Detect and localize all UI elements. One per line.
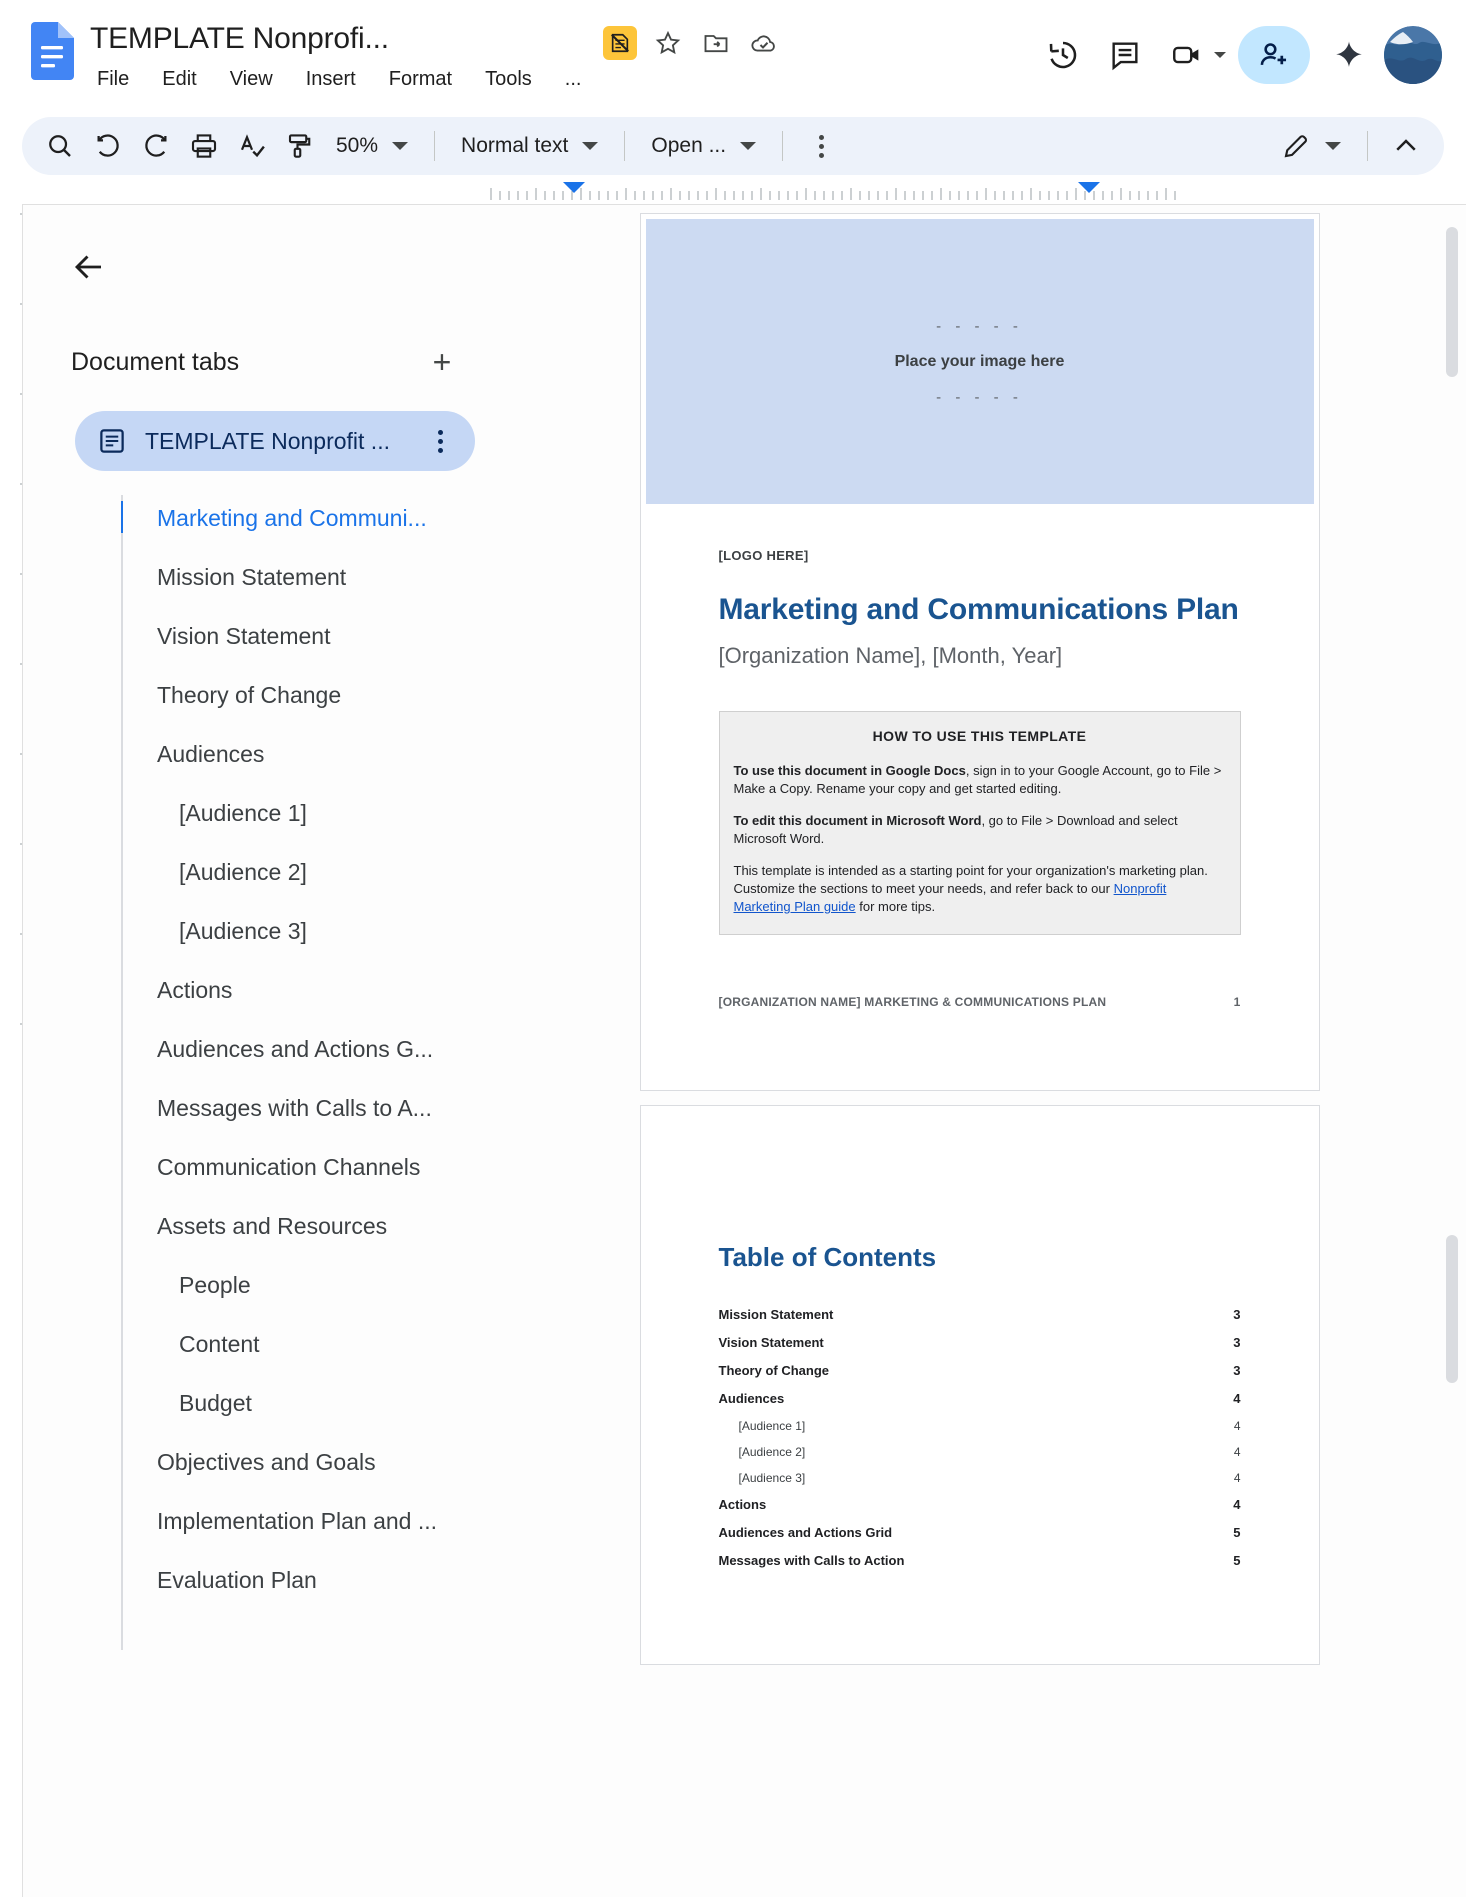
meet-camera-icon[interactable] (1160, 28, 1226, 82)
menu-bar (90, 64, 585, 94)
menu-tools[interactable]: Tools (485, 68, 532, 90)
toc-row[interactable] (719, 1525, 1241, 1540)
move-to-folder-icon[interactable] (699, 26, 733, 60)
add-tab-button[interactable]: + (432, 344, 452, 380)
toc-label: Vision Statement (718, 1335, 824, 1350)
version-history-icon[interactable] (1036, 28, 1090, 82)
image-placeholder[interactable] (646, 219, 1314, 504)
menu-edit[interactable]: Edit (162, 68, 197, 90)
toc-row[interactable] (719, 1445, 1241, 1459)
toc-page: 5 (1233, 1525, 1241, 1540)
chevron-up-icon (1391, 131, 1421, 161)
outline-item-audience-1[interactable]: [Audience 1] (179, 800, 307, 826)
chevron-down-icon (392, 142, 408, 150)
tab-item-template-nonprofit[interactable] (75, 411, 475, 471)
menu-view[interactable]: View (229, 68, 273, 90)
how-to-use-box (719, 711, 1241, 935)
footer-label: [ORGANIZATION NAME] MARKETING & COMMUNICATIONS PLAN (718, 995, 1107, 1009)
editing-mode-dropdown[interactable] (1271, 124, 1351, 168)
how-to-use-paragraph-2 (734, 812, 1226, 848)
tab-outline-list (23, 489, 493, 1610)
document-tab-icon (97, 426, 127, 456)
howto-p2-rest: , go to File > Download and select Microsoft Word. (733, 813, 1178, 846)
editor-body (0, 182, 1466, 1897)
undo-icon[interactable] (86, 124, 130, 168)
outline-item-objectives-and-goals[interactable]: Objectives and Goals (157, 1449, 376, 1475)
document-canvas (493, 205, 1466, 1897)
toc-page: 4 (1233, 1471, 1241, 1485)
title-and-menu (90, 20, 585, 94)
font-family-value: Open ... (651, 134, 727, 157)
toc-row[interactable] (719, 1553, 1241, 1568)
chevron-down-icon (740, 142, 756, 150)
comment-icon[interactable] (1098, 28, 1152, 82)
outline-item-assets-and-resources[interactable]: Assets and Resources (157, 1213, 388, 1239)
pencil-icon (1281, 131, 1311, 161)
document-tabs-header (71, 341, 463, 383)
spellcheck-icon[interactable] (230, 124, 274, 168)
tab-item-label: TEMPLATE Nonprofit ... (145, 427, 390, 454)
outline-item-actions[interactable]: Actions (157, 977, 233, 1003)
outline-item-mission-statement[interactable]: Mission Statement (157, 564, 347, 590)
outline-item-audiences-and-actions-grid[interactable]: Audiences and Actions G... (157, 1036, 434, 1062)
footer-page-number: 1 (1233, 995, 1241, 1009)
paint-format-icon[interactable] (278, 124, 322, 168)
outline-item-audiences[interactable]: Audiences (157, 741, 265, 767)
toc-label: [Audience 1] (738, 1419, 806, 1433)
nonprofit-marketing-plan-guide-link[interactable]: Nonprofit Marketing Plan guide (733, 881, 1167, 914)
gemini-sparkle-icon[interactable] (1322, 28, 1376, 82)
app-header (0, 0, 1466, 110)
outline-item-evaluation-plan[interactable]: Evaluation Plan (157, 1567, 317, 1593)
placeholder-text: Place your image here (894, 352, 1065, 370)
document-tabs-sidebar (23, 205, 493, 1897)
toc-page: 4 (1233, 1497, 1241, 1512)
outline-item-audience-2[interactable]: [Audience 2] (179, 859, 307, 885)
main-toolbar (22, 117, 1444, 175)
horizontal-ruler[interactable] (489, 182, 1179, 204)
menu-format[interactable]: Format (388, 68, 453, 90)
toc-row[interactable] (719, 1419, 1241, 1433)
more-vert-icon (819, 135, 824, 158)
paragraph-style-dropdown[interactable] (451, 124, 608, 168)
canvas-scrollbar[interactable] (1446, 215, 1458, 1897)
how-to-use-paragraph-3 (734, 862, 1226, 916)
toc-row[interactable] (719, 1391, 1241, 1406)
redo-icon[interactable] (134, 124, 178, 168)
outline-item-content[interactable]: Content (179, 1331, 260, 1357)
workspace (22, 204, 1466, 1897)
page-footer (719, 995, 1241, 1009)
meet-dropdown-caret-icon[interactable] (1214, 52, 1226, 58)
outline-item-people[interactable]: People (179, 1272, 251, 1298)
toolbar-divider (782, 131, 783, 161)
star-icon[interactable] (651, 26, 685, 60)
zoom-level-value: 50% (336, 134, 379, 157)
howto-p1-rest: , sign in to your Google Account, go to File > Make a Copy. Rename your copy and get started editing. (733, 763, 1222, 796)
document-page-1 (640, 213, 1320, 1091)
toc-row[interactable] (719, 1471, 1241, 1485)
header-right-actions (1036, 26, 1448, 84)
howto-p3-post: for more tips. (855, 899, 936, 914)
right-indent-marker[interactable] (1078, 182, 1100, 193)
toc-label: Audiences (718, 1391, 785, 1406)
toc-row[interactable] (719, 1497, 1241, 1512)
toc-page: 3 (1233, 1363, 1241, 1378)
page-1-body (641, 504, 1319, 1009)
toc-page: 4 (1233, 1419, 1241, 1433)
document-heading: Marketing and Communications Plan (718, 593, 1239, 626)
outline-item-audience-3[interactable]: [Audience 3] (179, 918, 307, 944)
back-arrow-icon[interactable] (61, 239, 117, 295)
toc-page: 4 (1233, 1445, 1241, 1459)
outline-item-communication-channels[interactable]: Communication Channels (157, 1154, 421, 1180)
outline-item-budget[interactable]: Budget (179, 1390, 252, 1416)
toc-page: 3 (1233, 1307, 1241, 1322)
logo-placeholder-text: [LOGO HERE] (718, 548, 809, 563)
how-to-use-title: HOW TO USE THIS TEMPLATE (872, 728, 1087, 744)
outline-item-messages-with-calls-to-action[interactable]: Messages with Calls to A... (157, 1095, 432, 1121)
howto-p3-pre: This template is intended as a starting point for your organization's marketing plan. Customize the sections to meet your needs, and refer back to our (733, 863, 1208, 896)
placeholder-dashes-bottom: - - - - - (936, 388, 1023, 406)
left-indent-marker[interactable] (563, 182, 585, 193)
how-to-use-paragraph-1 (734, 762, 1226, 798)
scrollbar-thumb-top[interactable] (1446, 227, 1458, 377)
toc-row[interactable] (719, 1335, 1241, 1350)
howto-p2-bold: To edit this document in Microsoft Word (733, 813, 982, 828)
menu-insert[interactable]: Insert (305, 68, 356, 90)
outline-item-marketing-and-communications[interactable]: Marketing and Communi... (121, 489, 493, 548)
toc-label: Audiences and Actions Grid (718, 1525, 893, 1540)
cloud-saved-icon[interactable] (747, 26, 781, 60)
toc-row[interactable] (719, 1363, 1241, 1378)
tab-options-button[interactable] (423, 424, 457, 458)
outline-item-implementation-plan[interactable]: Implementation Plan and ... (157, 1508, 437, 1534)
title-action-icons (603, 26, 781, 60)
outline-item-vision-statement[interactable]: Vision Statement (157, 623, 331, 649)
zoom-level-dropdown[interactable] (326, 124, 418, 168)
share-button[interactable] (1238, 26, 1310, 84)
toolbar-divider (624, 131, 625, 161)
document-title[interactable]: TEMPLATE Nonprofi... (90, 22, 389, 55)
document-page-2 (640, 1105, 1320, 1665)
offline-badge-icon[interactable] (603, 26, 637, 60)
toc-page: 5 (1233, 1553, 1241, 1568)
toolbar-divider (434, 131, 435, 161)
toolbar-overflow-menu[interactable] (799, 124, 843, 168)
table-of-contents-title: Table of Contents (718, 1242, 937, 1272)
scrollbar-thumb-bottom[interactable] (1446, 1235, 1458, 1383)
toc-row[interactable] (719, 1307, 1241, 1322)
print-icon[interactable] (182, 124, 226, 168)
chevron-down-icon (1325, 142, 1341, 150)
menu-file[interactable]: File (97, 68, 130, 90)
toc-label: [Audience 2] (738, 1445, 806, 1459)
toc-label: Messages with Calls to Action (718, 1553, 905, 1568)
collapse-toolbar-button[interactable] (1384, 124, 1428, 168)
outline-item-theory-of-change[interactable]: Theory of Change (157, 682, 342, 708)
toc-label: Mission Statement (718, 1307, 834, 1322)
chevron-down-icon (582, 142, 598, 150)
toolbar-container (0, 110, 1466, 182)
howto-p1-bold: To use this document in Google Docs (733, 763, 966, 778)
toc-page: 4 (1233, 1391, 1241, 1406)
toolbar-divider (1367, 131, 1368, 161)
placeholder-dashes-top: - - - - - (936, 317, 1023, 335)
menu-more[interactable]: ... (564, 68, 582, 90)
document-subtitle: [Organization Name], [Month, Year] (718, 643, 1063, 668)
toc-label: [Audience 3] (738, 1471, 806, 1485)
toc-label: Actions (718, 1497, 767, 1512)
document-tabs-title: Document tabs (71, 347, 240, 376)
font-family-dropdown[interactable] (641, 124, 766, 168)
toc-page: 3 (1233, 1335, 1241, 1350)
user-avatar[interactable] (1384, 26, 1442, 84)
table-of-contents-list (641, 1273, 1319, 1568)
search-icon[interactable] (38, 124, 82, 168)
toc-label: Theory of Change (718, 1363, 830, 1378)
google-docs-logo-icon (30, 22, 74, 80)
paragraph-style-value: Normal text (461, 134, 569, 157)
